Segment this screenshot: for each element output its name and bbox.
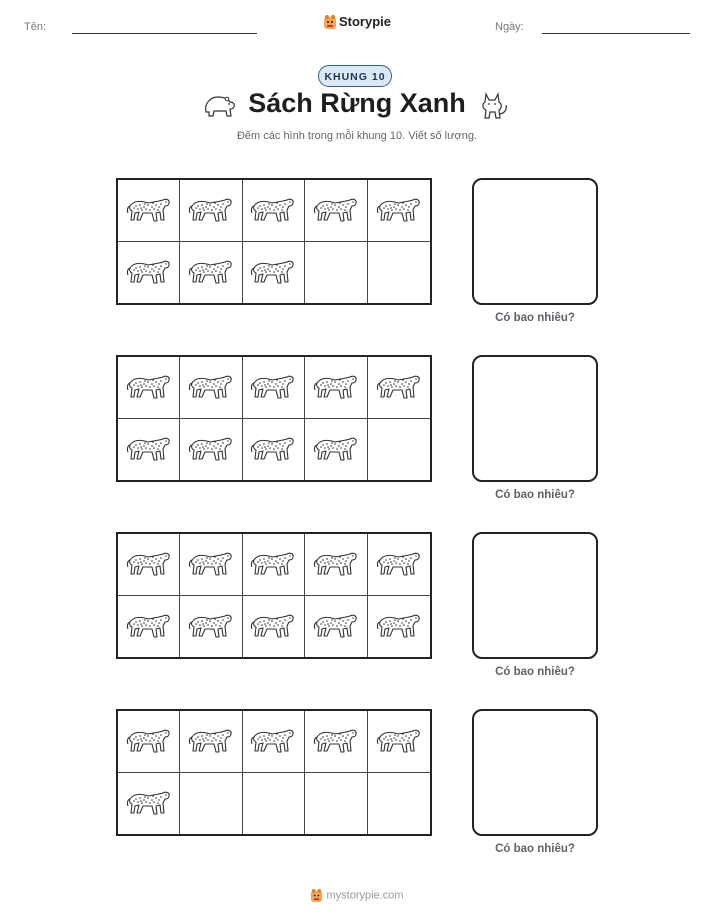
leopard-icon	[188, 548, 234, 580]
footer-url: mystorypie.com	[326, 889, 404, 902]
leopard-icon	[376, 371, 422, 403]
instructions: Đếm các hình trong mỗi khung 10. Viết số lượng.	[236, 130, 477, 142]
leopard-icon	[313, 194, 359, 226]
frame-cell	[368, 180, 430, 242]
storypie-logo-icon	[323, 14, 337, 30]
frame-cell	[118, 534, 180, 596]
frame-cell	[118, 242, 180, 304]
frame-cell	[180, 773, 242, 835]
frame-cell	[118, 357, 180, 419]
frame-cell	[305, 534, 367, 596]
leopard-icon	[313, 610, 359, 642]
leopard-icon	[126, 548, 172, 580]
frame-cell	[243, 357, 305, 419]
leopard-icon	[126, 194, 172, 226]
leopard-icon	[376, 725, 422, 757]
frame-cell	[180, 357, 242, 419]
date-field[interactable]	[542, 33, 690, 34]
frame-cell	[368, 596, 430, 658]
storypie-footer-logo-icon	[310, 888, 323, 903]
leopard-icon	[250, 194, 296, 226]
leopard-icon	[250, 548, 296, 580]
leopard-icon	[126, 725, 172, 757]
ten-frame-4	[116, 709, 432, 836]
leopard-icon	[188, 610, 234, 642]
frame-cell	[118, 711, 180, 773]
leopard-icon	[250, 371, 296, 403]
leopard-icon	[126, 433, 172, 465]
leopard-icon	[188, 433, 234, 465]
frame-cell	[180, 180, 242, 242]
frame-cell	[243, 596, 305, 658]
date-label: Ngày:	[495, 21, 524, 33]
leopard-icon	[250, 256, 296, 288]
frame-cell	[305, 596, 367, 658]
frame-cell	[243, 180, 305, 242]
leopard-icon	[313, 371, 359, 403]
frame-cell	[118, 773, 180, 835]
leopard-icon	[126, 787, 172, 819]
ten-frame-2	[116, 355, 432, 482]
answer-box-4[interactable]	[472, 709, 598, 836]
worksheet-badge: KHUNG 10	[318, 65, 392, 87]
leopard-icon	[376, 610, 422, 642]
leopard-icon	[126, 371, 172, 403]
leopard-icon	[126, 610, 172, 642]
leopard-icon	[188, 371, 234, 403]
page-title: Sách Rừng Xanh	[248, 88, 466, 118]
frame-cell	[118, 596, 180, 658]
footer	[0, 888, 714, 903]
answer-box-2[interactable]	[472, 355, 598, 482]
frame-cell	[243, 534, 305, 596]
frame-cell	[368, 534, 430, 596]
leopard-icon	[313, 725, 359, 757]
leopard-icon	[126, 256, 172, 288]
leopard-icon	[250, 725, 296, 757]
question-label-1: Có bao nhiêu?	[495, 312, 575, 324]
leopard-icon	[250, 433, 296, 465]
frame-cell	[305, 242, 367, 304]
frame-cell	[180, 242, 242, 304]
frame-cell	[180, 534, 242, 596]
name-field[interactable]	[72, 33, 257, 34]
frame-cell	[305, 773, 367, 835]
leopard-icon	[188, 256, 234, 288]
frame-cell	[243, 419, 305, 481]
question-label-3: Có bao nhiêu?	[495, 666, 575, 678]
leopard-icon	[250, 610, 296, 642]
frame-cell	[305, 419, 367, 481]
leopard-icon	[376, 548, 422, 580]
leopard-icon	[313, 548, 359, 580]
frame-cell	[243, 711, 305, 773]
wolf-icon	[478, 88, 512, 122]
frame-cell	[118, 180, 180, 242]
question-label-4: Có bao nhiêu?	[495, 843, 575, 855]
frame-cell	[180, 711, 242, 773]
brand-name: Storypie	[338, 14, 391, 30]
frame-cell	[243, 242, 305, 304]
ten-frame-1	[116, 178, 432, 305]
leopard-icon	[188, 194, 234, 226]
frame-cell	[180, 596, 242, 658]
frame-cell	[305, 357, 367, 419]
frame-cell	[305, 180, 367, 242]
frame-cell	[368, 242, 430, 304]
frame-cell	[243, 773, 305, 835]
brand-logo	[0, 13, 714, 30]
answer-box-3[interactable]	[472, 532, 598, 659]
name-label: Tên:	[24, 21, 47, 33]
frame-cell	[118, 419, 180, 481]
frame-cell	[180, 419, 242, 481]
frame-cell	[368, 711, 430, 773]
question-label-2: Có bao nhiêu?	[495, 489, 575, 501]
leopard-icon	[188, 725, 234, 757]
frame-cell	[368, 357, 430, 419]
frame-cell	[368, 773, 430, 835]
answer-box-1[interactable]	[472, 178, 598, 305]
ten-frame-3	[116, 532, 432, 659]
frame-cell	[305, 711, 367, 773]
leopard-icon	[313, 433, 359, 465]
leopard-icon	[376, 194, 422, 226]
frame-cell	[368, 419, 430, 481]
